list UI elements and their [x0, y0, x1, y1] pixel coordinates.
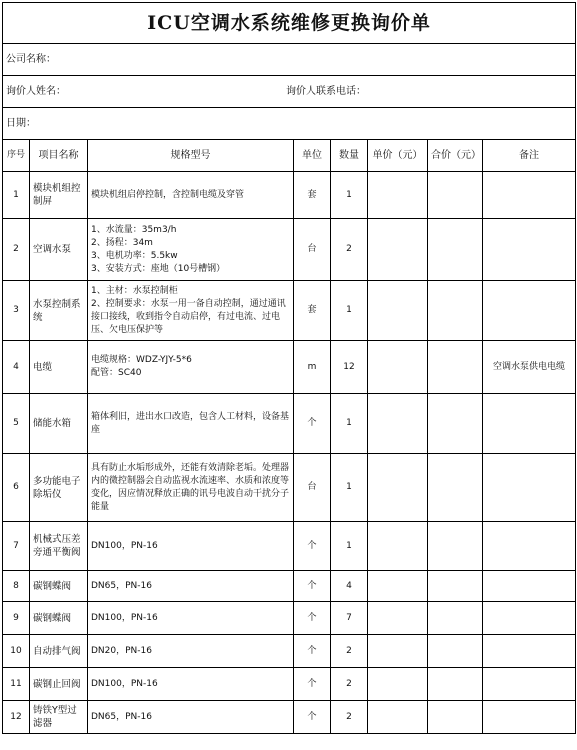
row-no: 5: [3, 394, 30, 454]
row-remark: [483, 668, 576, 701]
row-unit: 套: [294, 172, 331, 219]
row-spec: DN65，PN-16: [88, 701, 294, 734]
table-row: [3, 219, 576, 281]
row-spec: 箱体利旧，进出水口改造，包含人工材料，设备基座: [88, 394, 294, 454]
row-no: 2: [3, 219, 30, 281]
table-row: [3, 522, 576, 571]
item-rows: [3, 172, 576, 734]
row-remark: [483, 571, 576, 602]
row-remark: [483, 172, 576, 219]
row-unit: 个: [294, 394, 331, 454]
row-qty: 2: [331, 668, 368, 701]
row-unit: 个: [294, 522, 331, 571]
row-qty: 1: [331, 522, 368, 571]
row-qty: 1: [331, 454, 368, 522]
row-no: 1: [3, 172, 30, 219]
header-spec: 规格型号: [88, 140, 294, 172]
row-unit-price[interactable]: [368, 219, 428, 281]
row-spec: 1、主材：水泵控制柜 2、控制要求：水泵一用一备自动控制，通过通讯接口接线，收到指令自动启停，有过电流、过电压、欠电压保护等: [88, 281, 294, 341]
row-qty: 2: [331, 701, 368, 734]
row-item-name: 自动排气阀: [30, 635, 88, 668]
row-unit-price[interactable]: [368, 668, 428, 701]
contact-phone-label[interactable]: 询价人联系电话：: [286, 86, 366, 97]
row-total-price[interactable]: [428, 571, 483, 602]
row-spec: DN100，PN-16: [88, 668, 294, 701]
table-row: [3, 701, 576, 734]
row-unit-price[interactable]: [368, 701, 428, 734]
table-row: [3, 571, 576, 602]
row-no: 6: [3, 454, 30, 522]
row-unit-price[interactable]: [368, 635, 428, 668]
row-remark: [483, 281, 576, 341]
row-total-price[interactable]: [428, 701, 483, 734]
row-unit: 个: [294, 635, 331, 668]
row-qty: 12: [331, 341, 368, 394]
table-row: [3, 281, 576, 341]
row-item-name: 多功能电子除垢仪: [30, 454, 88, 522]
inquiry-sheet: [2, 2, 575, 734]
header-qty: 数量: [331, 140, 368, 172]
row-item-name: 电缆: [30, 341, 88, 394]
header-total: 合价（元）: [428, 140, 483, 172]
row-no: 8: [3, 571, 30, 602]
row-no: 7: [3, 522, 30, 571]
row-item-name: 水泵控制系统: [30, 281, 88, 341]
row-qty: 4: [331, 571, 368, 602]
row-total-price[interactable]: [428, 522, 483, 571]
inquirer-row: [3, 76, 576, 108]
row-total-price[interactable]: [428, 454, 483, 522]
row-unit: 台: [294, 219, 331, 281]
row-item-name: 碳钢蝶阀: [30, 602, 88, 635]
header-remark: 备注: [483, 140, 576, 172]
row-qty: 2: [331, 635, 368, 668]
row-item-name: 储能水箱: [30, 394, 88, 454]
header-no: 序号: [3, 140, 30, 172]
table-row: [3, 668, 576, 701]
header-price: 单价（元）: [368, 140, 428, 172]
row-item-name: 空调水泵: [30, 219, 88, 281]
row-unit: 个: [294, 668, 331, 701]
row-qty: 1: [331, 281, 368, 341]
table-header-row: [3, 140, 576, 172]
row-unit-price[interactable]: [368, 454, 428, 522]
row-total-price[interactable]: [428, 219, 483, 281]
row-remark: [483, 635, 576, 668]
row-spec: DN20，PN-16: [88, 635, 294, 668]
row-spec: 1、水流量：35m3/h 2、扬程：34m 3、电机功率：5.5kw 3、安装方式：座地（10号槽钢）: [88, 219, 294, 281]
row-unit-price[interactable]: [368, 394, 428, 454]
row-spec: DN100，PN-16: [88, 602, 294, 635]
row-qty: 2: [331, 219, 368, 281]
row-item-name: 铸铁Y型过滤器: [30, 701, 88, 734]
row-remark: [483, 394, 576, 454]
row-spec: DN100，PN-16: [88, 522, 294, 571]
row-unit: 台: [294, 454, 331, 522]
row-unit-price[interactable]: [368, 341, 428, 394]
row-unit-price[interactable]: [368, 571, 428, 602]
row-no: 4: [3, 341, 30, 394]
row-total-price[interactable]: [428, 394, 483, 454]
row-unit-price[interactable]: [368, 172, 428, 219]
header-name: 项目名称: [30, 140, 88, 172]
row-total-price[interactable]: [428, 668, 483, 701]
row-total-price[interactable]: [428, 172, 483, 219]
row-remark: [483, 522, 576, 571]
row-no: 12: [3, 701, 30, 734]
row-spec: DN65，PN-16: [88, 571, 294, 602]
row-remark: [483, 219, 576, 281]
row-remark: [483, 701, 576, 734]
row-qty: 7: [331, 602, 368, 635]
row-item-name: 模块机组控制屏: [30, 172, 88, 219]
table-row: [3, 172, 576, 219]
table-row: [3, 341, 576, 394]
table-row: [3, 635, 576, 668]
row-unit: 个: [294, 701, 331, 734]
row-spec: 电缆规格：WDZ-YJY-5*6 配管：SC40: [88, 341, 294, 394]
row-total-price[interactable]: [428, 635, 483, 668]
company-name-field[interactable]: 公司名称：: [3, 44, 576, 76]
inquiry-table: [2, 2, 576, 734]
row-qty: 1: [331, 394, 368, 454]
row-remark: [483, 454, 576, 522]
row-item-name: 机械式压差旁通平衡阀: [30, 522, 88, 571]
table-row: [3, 454, 576, 522]
date-field[interactable]: 日期：: [3, 108, 576, 140]
row-item-name: 碳钢止回阀: [30, 668, 88, 701]
row-unit-price[interactable]: [368, 602, 428, 635]
row-no: 3: [3, 281, 30, 341]
row-spec: 模块机组启停控制，含控制电缆及穿管: [88, 172, 294, 219]
header-unit: 单位: [294, 140, 331, 172]
row-no: 9: [3, 602, 30, 635]
row-remark: [483, 602, 576, 635]
row-qty: 1: [331, 172, 368, 219]
row-total-price[interactable]: [428, 341, 483, 394]
row-unit-price[interactable]: [368, 281, 428, 341]
row-remark: 空调水泵供电电缆: [483, 341, 576, 394]
table-row: [3, 394, 576, 454]
inquirer-name-label[interactable]: 询价人姓名：: [6, 86, 66, 97]
row-total-price[interactable]: [428, 281, 483, 341]
table-row: [3, 602, 576, 635]
row-unit: 套: [294, 281, 331, 341]
row-item-name: 碳钢蝶阀: [30, 571, 88, 602]
row-unit: 个: [294, 571, 331, 602]
row-no: 10: [3, 635, 30, 668]
row-no: 11: [3, 668, 30, 701]
page-title: ICU空调水系统维修更换询价单: [3, 3, 576, 44]
row-unit: 个: [294, 602, 331, 635]
row-unit-price[interactable]: [368, 522, 428, 571]
row-total-price[interactable]: [428, 602, 483, 635]
row-unit: m: [294, 341, 331, 394]
row-spec: 具有防止水垢形成外，还能有效清除老垢。处理器内的微控制器会自动监视水流速率、水质和浓度等变化，因应情况释放正确的讯号电波自动干扰分子能量: [88, 454, 294, 522]
